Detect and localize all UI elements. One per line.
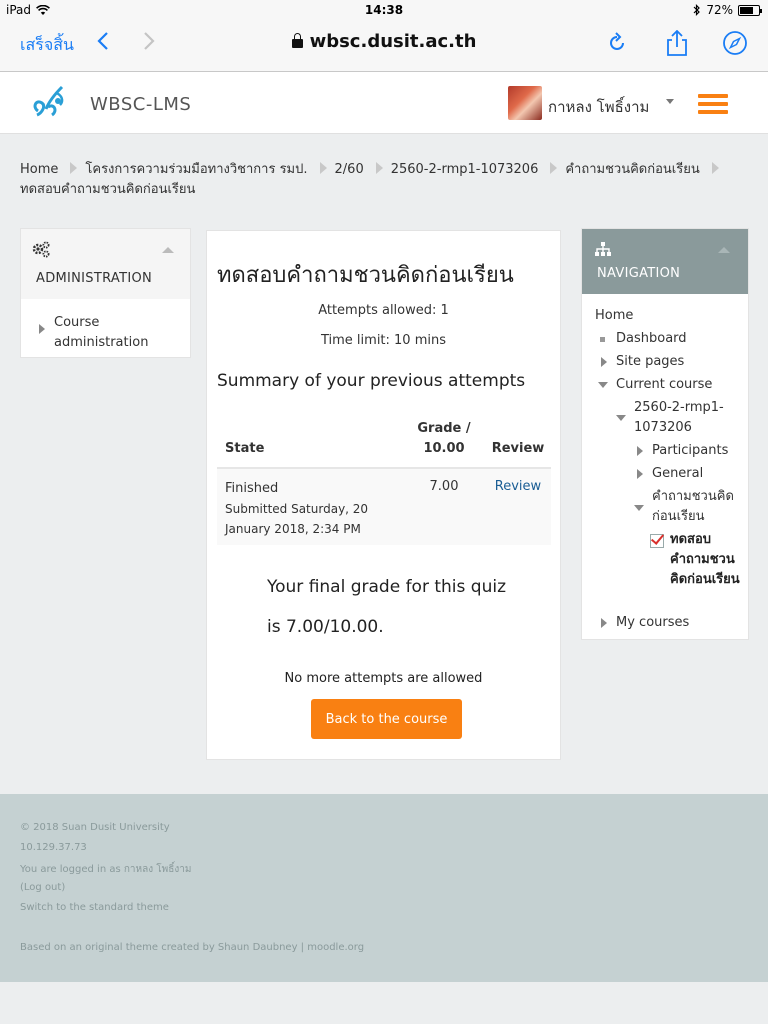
- expand-icon[interactable]: [601, 357, 607, 367]
- battery-icon: [738, 5, 760, 16]
- done-button[interactable]: เสร็จสิ้น: [20, 35, 74, 54]
- collapse-tree-icon[interactable]: [598, 382, 608, 388]
- navigation-title: NAVIGATION: [597, 266, 681, 281]
- collapse-icon[interactable]: [162, 247, 174, 253]
- attempt-state: Finished: [225, 481, 279, 496]
- column-header-review: Review: [491, 441, 545, 456]
- column-header-grade: Grade / 10.00: [417, 421, 471, 456]
- nav-current-course[interactable]: Current course: [616, 377, 713, 392]
- lock-icon: [292, 39, 303, 48]
- nav-home[interactable]: Home: [595, 308, 634, 323]
- page-title: ทดสอบคำถามชวนคิดก่อนเรียน: [217, 263, 514, 288]
- collapse-tree-icon[interactable]: [634, 505, 644, 511]
- final-grade: Your final grade for this quiz is 7.00/10.00.: [267, 577, 506, 637]
- status-bar: [0, 0, 768, 20]
- breadcrumb: [20, 160, 750, 200]
- address-bar[interactable]: [260, 31, 508, 52]
- back-icon[interactable]: [96, 30, 110, 58]
- breadcrumb-separator-icon: [712, 162, 719, 174]
- battery-percent: 72%: [706, 3, 733, 17]
- course-administration-label: Course administration: [54, 315, 149, 350]
- switch-theme-link[interactable]: Switch to the standard theme: [20, 902, 169, 913]
- nav-general[interactable]: General: [652, 466, 704, 481]
- attempts-allowed: Attempts allowed: 1: [318, 303, 449, 318]
- administration-title: ADMINISTRATION: [36, 271, 153, 286]
- attempt-submitted-date: Submitted Saturday, 20 January 2018, 2:34 PM: [225, 502, 369, 536]
- user-menu-name[interactable]: กาหลง โพธิ์งาม: [548, 98, 650, 116]
- page-footer: [0, 794, 768, 982]
- footer-logged-in: You are logged in as กาหลง โพธิ์งาม: [20, 864, 192, 875]
- expand-icon: [39, 324, 45, 334]
- administration-block: [20, 228, 191, 358]
- back-to-course-button[interactable]: Back to the course: [311, 699, 462, 739]
- no-more-attempts: No more attempts are allowed: [284, 671, 483, 686]
- nav-participants[interactable]: Participants: [652, 443, 729, 458]
- footer-copyright: © 2018 Suan Dusit University: [20, 822, 170, 833]
- breadcrumb-current: ทดสอบคำถามชวนคิดก่อนเรียน: [20, 182, 196, 197]
- expand-icon[interactable]: [637, 469, 643, 479]
- nav-dashboard[interactable]: Dashboard: [616, 331, 687, 346]
- device-label: iPad: [6, 3, 32, 17]
- review-link[interactable]: Review: [494, 479, 542, 494]
- summary-heading: Summary of your previous attempts: [217, 371, 526, 391]
- avatar[interactable]: [508, 86, 542, 120]
- site-header: [0, 72, 768, 134]
- quiz-icon: [650, 534, 664, 548]
- breadcrumb-section[interactable]: คำถามชวนคิดก่อนเรียน: [565, 162, 700, 177]
- attempt-grade: 7.00: [429, 479, 459, 494]
- browser-toolbar: [0, 20, 768, 72]
- bullet-icon: [600, 337, 605, 342]
- collapse-icon[interactable]: [718, 247, 730, 253]
- gears-icon: [31, 241, 51, 259]
- clock: 14:38: [364, 3, 404, 17]
- table-row: [217, 467, 551, 545]
- administration-header: [21, 229, 190, 299]
- nav-current-quiz[interactable]: ทดสอบคำถามชวนคิดก่อนเรียน: [670, 532, 740, 587]
- column-header-state: State: [225, 441, 265, 456]
- footer-credit[interactable]: Based on an original theme created by Shaun Daubney | moodle.org: [20, 942, 365, 953]
- breadcrumb-separator-icon: [70, 162, 77, 174]
- reload-icon[interactable]: [604, 30, 630, 56]
- logo-icon[interactable]: [28, 81, 70, 123]
- hamburger-menu-icon[interactable]: [698, 94, 728, 114]
- breadcrumb-home[interactable]: Home: [20, 162, 59, 177]
- logout-link[interactable]: (Log out): [20, 882, 66, 893]
- navigation-header: [582, 229, 748, 294]
- nav-my-courses[interactable]: My courses: [616, 615, 690, 630]
- breadcrumb-term[interactable]: 2/60: [334, 162, 364, 177]
- course-administration-item[interactable]: [39, 313, 164, 353]
- collapse-tree-icon[interactable]: [616, 415, 626, 421]
- sitemap-icon: [594, 241, 612, 257]
- breadcrumb-separator-icon: [550, 162, 557, 174]
- breadcrumb-separator-icon: [376, 162, 383, 174]
- bluetooth-icon: [693, 4, 701, 16]
- navigation-block: [581, 228, 749, 640]
- nav-section[interactable]: คำถามชวนคิดก่อนเรียน: [652, 489, 734, 524]
- quiz-summary-panel: [206, 230, 561, 760]
- expand-icon[interactable]: [601, 618, 607, 628]
- compass-icon[interactable]: [722, 30, 748, 56]
- url-text: wbsc.dusit.ac.th: [309, 31, 477, 52]
- nav-site-pages[interactable]: Site pages: [616, 354, 685, 369]
- breadcrumb-project[interactable]: โครงการความร่วมมือทางวิชาการ รมป.: [85, 162, 308, 177]
- share-icon[interactable]: [664, 30, 690, 56]
- breadcrumb-course[interactable]: 2560-2-rmp1-1073206: [390, 162, 539, 177]
- expand-icon[interactable]: [637, 446, 643, 456]
- footer-ip: 10.129.37.73: [20, 842, 87, 853]
- site-name[interactable]: WBSC-LMS: [90, 94, 192, 115]
- time-limit: Time limit: 10 mins: [320, 333, 447, 348]
- chevron-down-icon[interactable]: [666, 99, 674, 104]
- nav-course-code[interactable]: 2560-2-rmp1-1073206: [634, 400, 724, 435]
- forward-icon[interactable]: [142, 30, 156, 58]
- breadcrumb-separator-icon: [320, 162, 327, 174]
